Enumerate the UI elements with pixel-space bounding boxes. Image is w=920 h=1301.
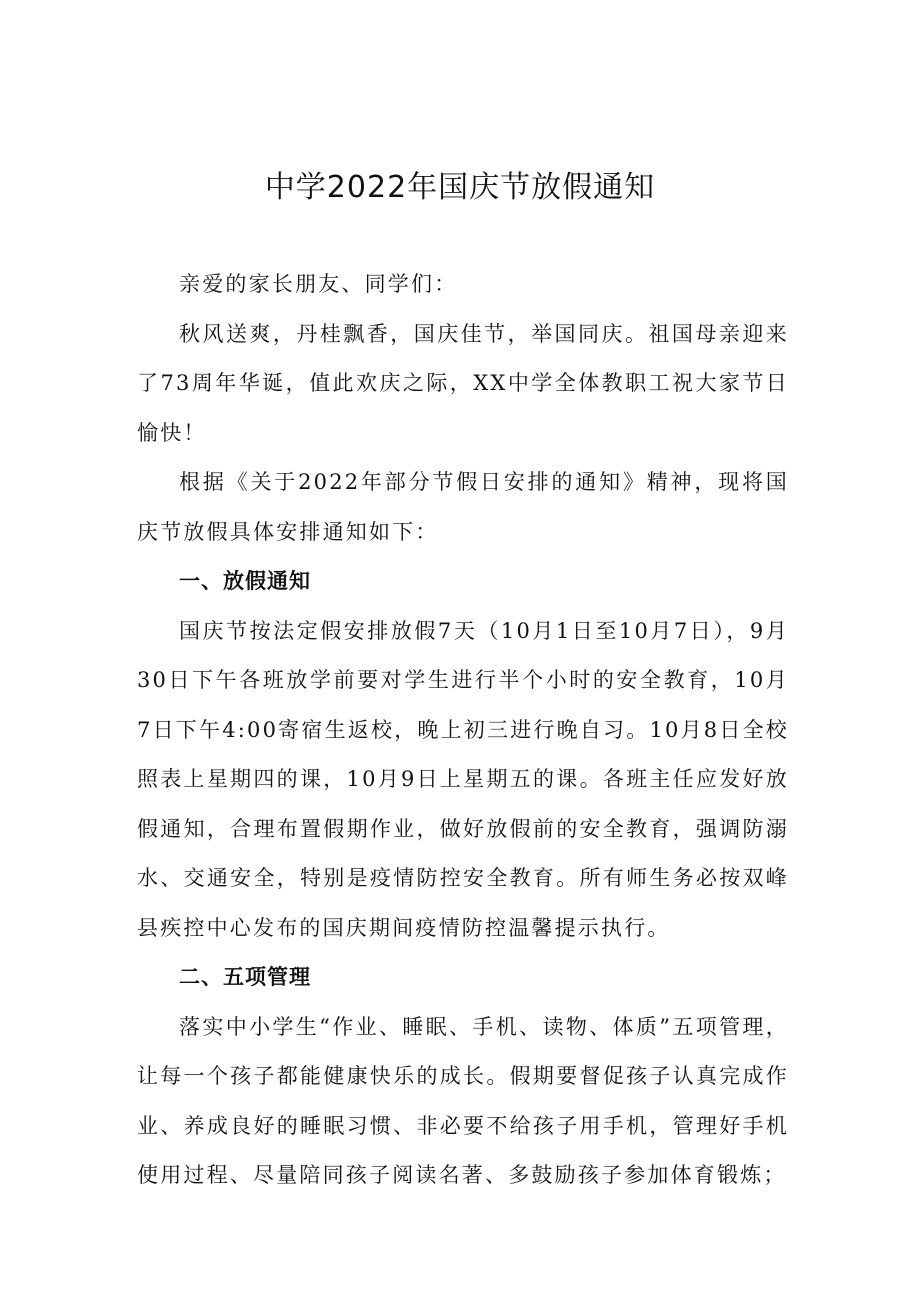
section-heading-holiday: 一、放假通知 bbox=[179, 569, 311, 593]
section-heading-five-management: 二、五项管理 bbox=[179, 965, 311, 989]
document-body bbox=[137, 260, 789, 1201]
section-text-holiday: 国庆节按法定假安排放假7天（10月1日至10月7日），9月30日下午各班放学前要对学生进行半个小时的安全教育，10月7日下午4:00寄宿生返校，晚上初三进行晚自习。10月8日全校照表上星期四的课，10月9日上星期五的课。各班主任应发好放假通知，合理布置假期作业，做好放假前的安全教育，强调防溺水、交通安全，特别是疫情防控安全教育。所有师生务必按双峰县疾控中心发布的国庆期间疫情防控温馨提示执行。 bbox=[137, 618, 789, 940]
intro-paragraph: 秋风送爽，丹桂飘香，国庆佳节，举国同庆。祖国母亲迎来了73周年华诞，值此欢庆之际，XX中学全体教职工祝大家节日愉快！ bbox=[137, 321, 789, 445]
greeting: 亲爱的家长朋友、同学们： bbox=[179, 272, 458, 296]
document-title: 中学2022年国庆节放假通知 bbox=[264, 170, 656, 205]
section-text-five-management: 落实中小学生“作业、睡眠、手机、读物、体质”五项管理，让每一个孩子都能健康快乐的成长。假期要督促孩子认真完成作业、养成良好的睡眠习惯、非必要不给孩子用手机，管理好手机使用过程、尽量陪同孩子阅读名著、多鼓励孩子参加体育锻炼； bbox=[137, 1014, 789, 1187]
basis-paragraph: 根据《关于2022年部分节假日安排的通知》精神，现将国庆节放假具体安排通知如下： bbox=[137, 470, 789, 544]
